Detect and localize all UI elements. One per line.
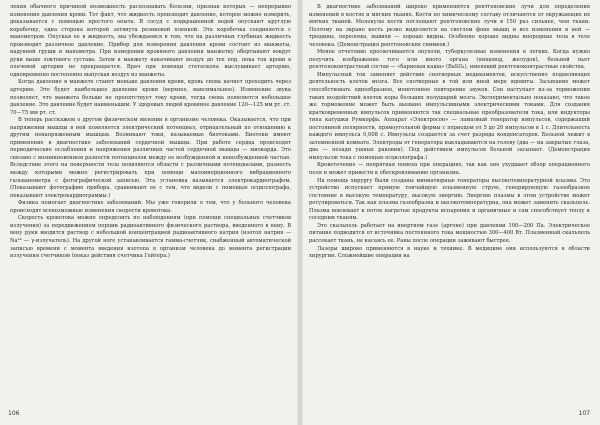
right-page <box>301 0 600 425</box>
paragraph: В диагностике заболеваний широко применяются рентгеновские лучи для определения изменений в костях и мягких тканях. Кости по химическому составу отличаются от окружающих их мягких тканей. Молекулы кости поглощают рентгеновские лучи в 150 раз сильнее, чем ткани. Поэтому на экране кость резко выделяется на светлом фоне мышц и все изменения в ней — трещины, переломы, вывихи — хорошо видны. Особенно хорошо видны инородные тела в теле человека. (Демонстрация рентгеновских снимков.) <box>309 4 590 48</box>
left-page <box>0 0 299 425</box>
page-number: 106 <box>8 410 20 417</box>
paragraph: Менее отчетливо просвечиваются опухоли, туберкулезные изменения в легких. Когда нужно получить изображение того или иного органа (пищевод, желудок), больной пьет рентгеноконтрастный состав — «бариевая каша» (BaSO₄), имеющий рентгеноконтрастные свойства. <box>309 49 590 71</box>
page-number: 107 <box>578 410 590 417</box>
paragraph: Импульсный ток заменяет действие снотворных медикаментов, искусственно подавляющих деятельность клеток мозга. Все снотворные в той или иной мере ядовиты. Засыпание может способствовать однообразное, монотонное повторение звуков. Сон наступает из-за торможения таких воздействий клеток коры больших полушарий мозга. Экспериментально показано, что такое же торможение может быть вызвано импульсивными электрическими токами. Для создания кратковременных импульсов применяются так специальные преобразователи тока, или индукторы типа катушки Румкорфа. Аппарат «Электросон» — ламповый генератор импульсов, содержащий постоянной полярности, прямоугольной формы с периодом от 5 до 20 импульсов в 1 с. Длительность каждого импульса 0,008 с. Импульсы создаются за счет разряда конденсаторов. Больной лежит в затемненной комнате. Электроды от генератора накладываются на голову (два — на закрытые глаза, два — позади ушных раковин). Под действием импульсов больной засыпает. (Демонстрация импульсов тока с помощью осциллографа.) <box>309 71 590 161</box>
paragraph: Скорость кровотока можно определить по наблюдениям (при помощи специальных счетчиков излучения) за передвижением порции радиоактивного физического раствора, введенного в вену. В вену руки вводится раствор с небольшой концентрацией радиоактивного натрия (изотоп натрия — Na²⁴ — γ-излучатель). На другой ноге устанавливается гамма-счетчик, снабженный автоматической записью времени с момента введения изотопа в организм человека до момента регистрации излучения счетчиком (показ действия счетчика Гейгера.) <box>10 215 291 260</box>
paragraph: На помощь хирургу были созданы миниатюрные генераторы высокотемпературной плазмы. Это устройство испускает прямую тончайшую плазменную струю, генерирующую газообразное состояние в высокую температуру, высокую энергию. Энергию плазмы в этом устройстве может регулироваться. Так как плазма газообразна и высокотемпературна, она может заменить скальпель. Плазма вовлекает в поток нагретые продукты испарения и органичные и сам способствует теплу к соседним тканям. <box>309 177 590 222</box>
paragraph: ления обычного причиной возможность распознавать болезни, признак которых — непрерывно изменение давления крови. Тот факт, что жидкость производит давление, которое можно измерить, доказывается с помощью простого опыта. В сосуд с подкрашенной водой опускают круглую коробочку, одна сторона которой затянута резиновой пленкой. Эта коробочка соединяется с манометром. Опуская ее в жидкость, мы убеждаемся в том, что на различных глубинах жидкость производит различное давление. Прибор для измерения давления крови состоит из манжеты, надувной груши и манометра. При измерении кровяного давления манжетку обертывают вокруг руки выше локтевого сустава. Затем в манжету накачивают воздух до тех пор, пока ток крови в плечевой артерии не прекращается. Врач при помощи стетоскопа выслушивает артерию, одновременно постепенно выпуская воздух из манжеты. <box>10 4 291 78</box>
paragraph: Физика помогает диагностике заболеваний. Мы уже говорили о том, что у больного человека происходят всевозможные изменения скорости кровотока. <box>10 200 291 214</box>
paragraph: Когда давление в манжете станет меньше давления крови, кровь снова начнет проходить через артерию. Это будет наибольшее давление крови (верхнее, максимальное). Изменение звука позволяет, что манжета больше не препятствует току крови, тогда снова появляется небольшое давление. Это давление будет наименьшим. У здоровых людей кровяное давление 120—125 мм рт. ст. 70—75 мм рт. ст. <box>10 79 291 116</box>
paragraph: В теперь расскажем о другом физическом явлении в организме человека. Оказывается, что при напряжении мышцы в ней появляется электрический потенциал, отрицательный по отношению к другим ненапряженным мышцам. Возникают токи, называемые биотоками. Биотоки имеют применение в диагностике заболеваний сердечной мышцы. При работе сердца происходят периодические ослабления и напряжения различных частей сердечной мышцы — миокарда. Это связано с возникновением разности потенциалов между ее возбужденной и невозбужденной частью. Вследствие этого на поверхности тела появляются области с различными потенциалами, разность между которыми можно регистрировать при помощи малоинерционного вибрационного гальванометра с фотографической записью. Эта установка называется электрокардиографом. (Показывают фотографию прибора, сравнивают ее с тем, что видели с помощью осциллографа, показывают электрокардиограммы.) <box>10 117 291 199</box>
right-page-text <box>309 4 590 261</box>
paragraph: Это скальпель работает на инертном газе (аргоне) при давлении 100—200 Па. Электрическое питание подводится от источника постоянного тока мощностью 300—400 Вт. Плазменный скальпель рассекает ткань, не касаясь ее. Раны после операции заживают быстрее. <box>309 222 590 244</box>
paragraph: Кроветечение — непрятная помеха при операциях, так как оно ухудшает обзор операционного поля и может привести к обескровливанию организма. <box>309 162 590 177</box>
paragraph: Лазеры широко применяются в науке и технике. В медицине они используются в области хирургии. Сложнейшие операции на <box>309 245 590 260</box>
left-page-text <box>10 4 291 261</box>
